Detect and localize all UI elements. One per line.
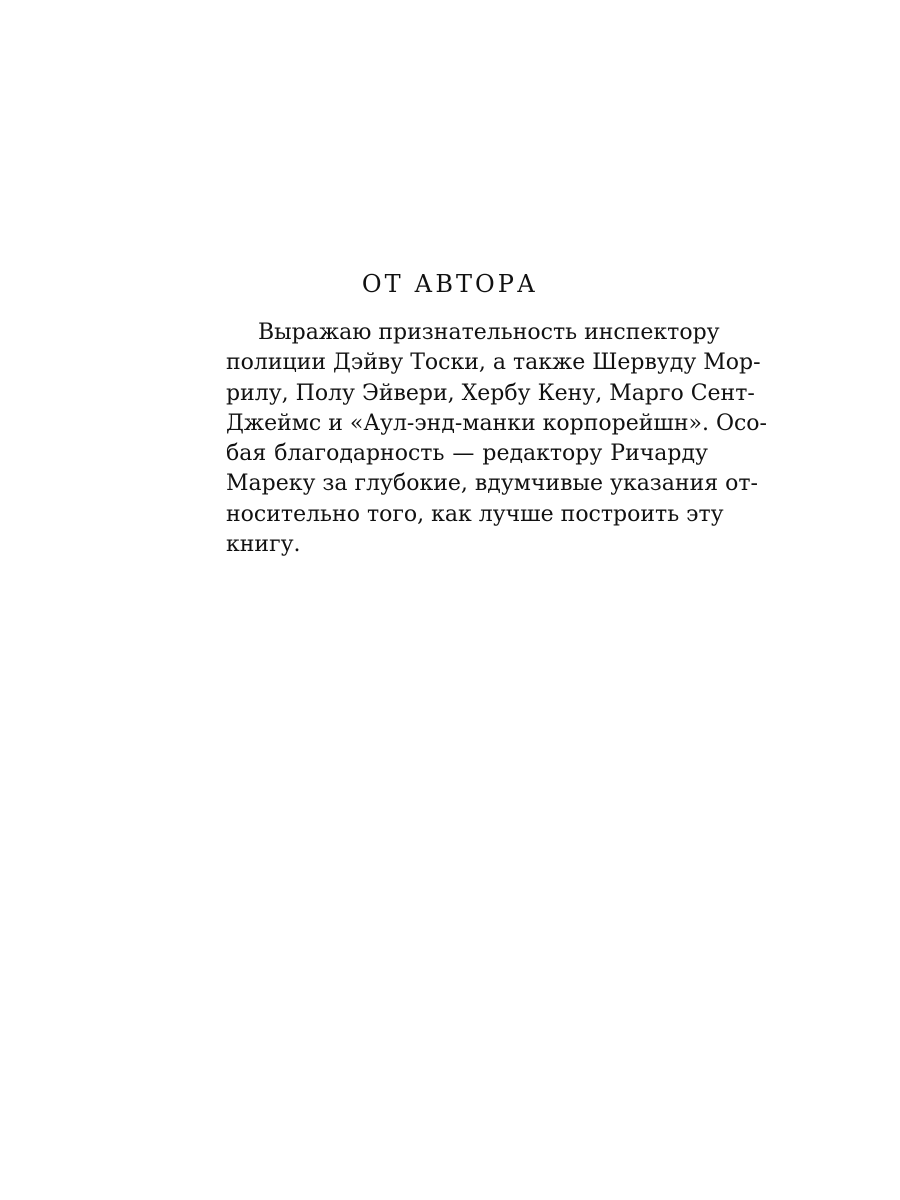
paragraph-line: Мареку за глубокие, вдумчивые указания от- xyxy=(226,471,758,497)
paragraph-line: Выражаю признательность инспектору xyxy=(258,320,720,345)
paragraph-line: Джеймс и «Аул-энд-манки корпорейшн». Осо- xyxy=(226,410,767,436)
acknowledgement-paragraph xyxy=(226,318,767,560)
paragraph-line: рилу, Полу Эйвери, Хербу Кену, Марго Сент- xyxy=(226,380,755,406)
paragraph-line: носительно того, как лучше построить эту xyxy=(226,501,724,527)
paragraph-line: полиции Дэйву Тоски, а также Шервуду Мор- xyxy=(226,350,761,376)
paragraph-line: книгу. xyxy=(226,532,301,558)
section-heading: ОТ АВТОРА xyxy=(361,270,539,298)
paragraph-line: бая благодарность — редактору Ричарду xyxy=(226,441,708,467)
